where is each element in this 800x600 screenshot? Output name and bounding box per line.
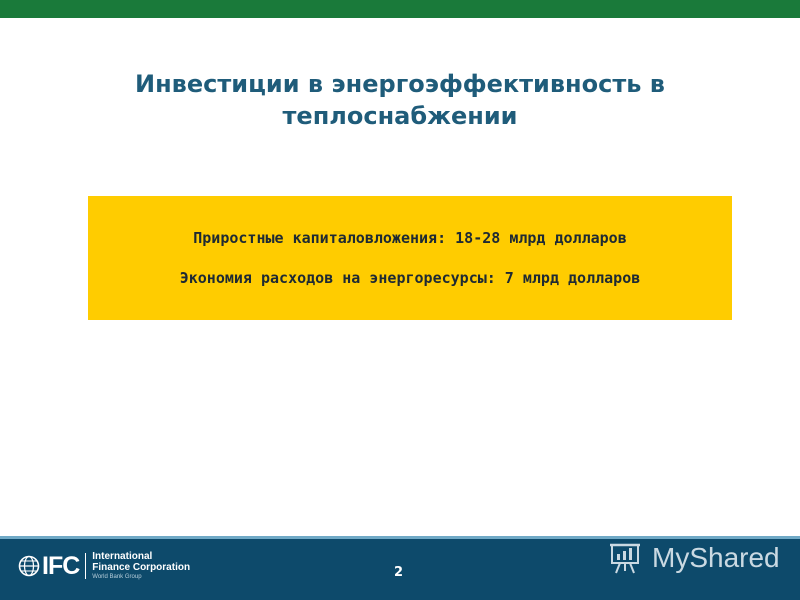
top-accent-bar [0,0,800,18]
highlight-box [88,196,732,320]
highlight-line-savings: Экономия расходов на энергоресурсы: 7 млрд долларов [179,269,641,287]
globe-icon [18,555,40,577]
logo-line-1: International [92,551,153,562]
logo-line-3: World Bank Group [92,574,142,580]
highlight-line-investment: Приростные капиталовложения: 18-28 млрд долларов [193,229,627,247]
presentation-board-icon [608,539,646,577]
logo-text [92,551,190,581]
page-number: 2 [394,565,404,580]
watermark-text: MyShared [652,542,780,573]
slide-title: Инвестиции в энергоэффективность в теплоснабжении [135,70,665,130]
ifc-logo [18,552,190,580]
logo-mark: IFC [42,553,86,579]
watermark [608,538,780,578]
logo-line-2: Finance Corporation [92,562,191,573]
